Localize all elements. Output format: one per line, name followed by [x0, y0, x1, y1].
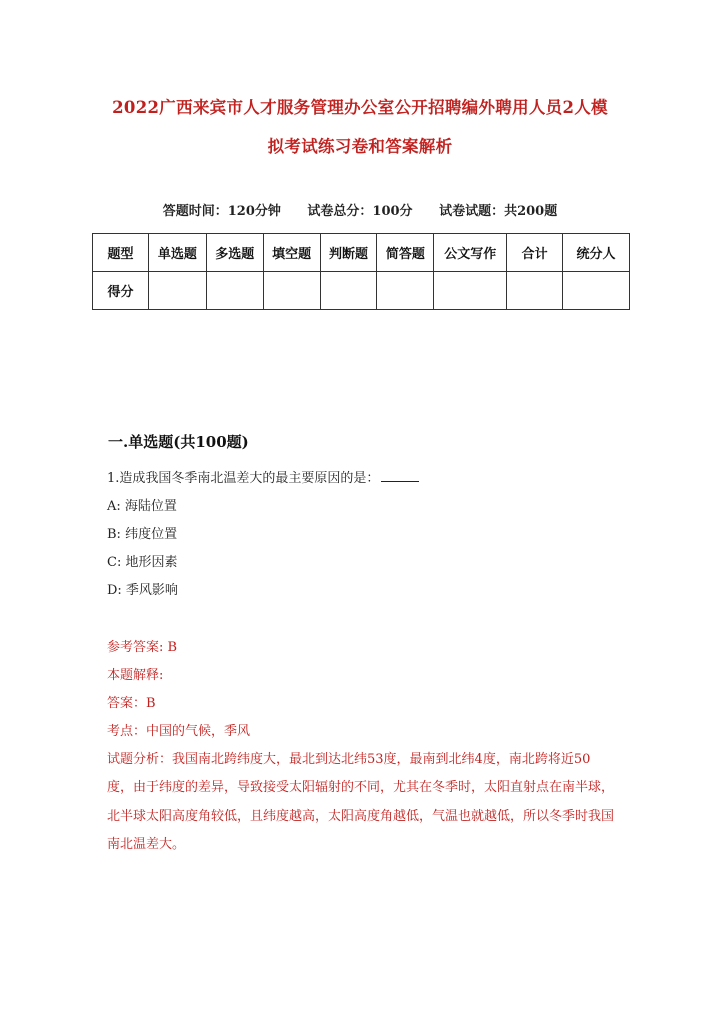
score-table-score-row — [93, 272, 630, 310]
option-a: A: 海陆位置 — [107, 499, 177, 514]
score-table — [92, 233, 630, 310]
reference-answer: 参考答案: B — [107, 640, 178, 655]
explanation-label: 本题解释: — [107, 668, 164, 683]
score-cell — [320, 272, 377, 310]
answer-line: 答案：B — [107, 696, 156, 711]
score-cell — [563, 272, 630, 310]
score-cell — [206, 272, 263, 310]
exam-total-score: 试卷总分：100分 — [307, 204, 413, 219]
score-table-header-cell: 简答题 — [377, 234, 434, 272]
score-cell — [263, 272, 320, 310]
knowledge-point: 考点：中国的气候，季风 — [107, 724, 251, 739]
answer-blank — [381, 471, 419, 482]
score-table-header-cell: 多选题 — [206, 234, 263, 272]
analysis-paragraph: 试题分析：我国南北跨纬度大，最北到达北纬53度，最南到北纬4度，南北跨将近50度，由于纬度的差异，导致接受太阳辐射的不同，尤其在冬季时，太阳直射点在南半球，北半球太阳高度角较低，且纬度越高，太阳高度角越低，气温也就越低，所以冬季时我国南北温差大。 — [107, 752, 615, 852]
score-table-header-cell: 单选题 — [148, 234, 206, 272]
score-table-header-cell: 合计 — [507, 234, 563, 272]
score-cell — [434, 272, 507, 310]
score-cell — [148, 272, 206, 310]
score-cell — [377, 272, 434, 310]
score-table-header-row — [93, 234, 630, 272]
score-row-label: 得分 — [93, 272, 149, 310]
score-table-header-cell: 题型 — [93, 234, 149, 272]
document-title-line-2: 拟考试练习卷和答案解析 — [267, 137, 453, 156]
option-b: B: 纬度位置 — [107, 527, 178, 542]
question-stem-text: 1.造成我国冬季南北温差大的最主要原因的是： — [107, 471, 380, 486]
exam-time: 答题时间：120分钟 — [162, 204, 281, 219]
option-c: C: 地形因素 — [107, 555, 178, 570]
section-heading: 一.单选题(共100题) — [108, 433, 249, 451]
score-table-header-cell: 填空题 — [263, 234, 320, 272]
option-d: D: 季风影响 — [107, 583, 178, 598]
score-table-header-cell: 统分人 — [563, 234, 630, 272]
score-table-header-cell: 判断题 — [320, 234, 377, 272]
document-title-line-1: 2022广西来宾市人才服务管理办公室公开招聘编外聘用人员2人模 — [112, 98, 608, 117]
question-stem — [107, 467, 419, 486]
exam-total-questions: 试卷试题：共200题 — [439, 204, 558, 219]
score-table-header-cell: 公文写作 — [434, 234, 507, 272]
score-cell — [507, 272, 563, 310]
exam-meta — [0, 200, 720, 219]
